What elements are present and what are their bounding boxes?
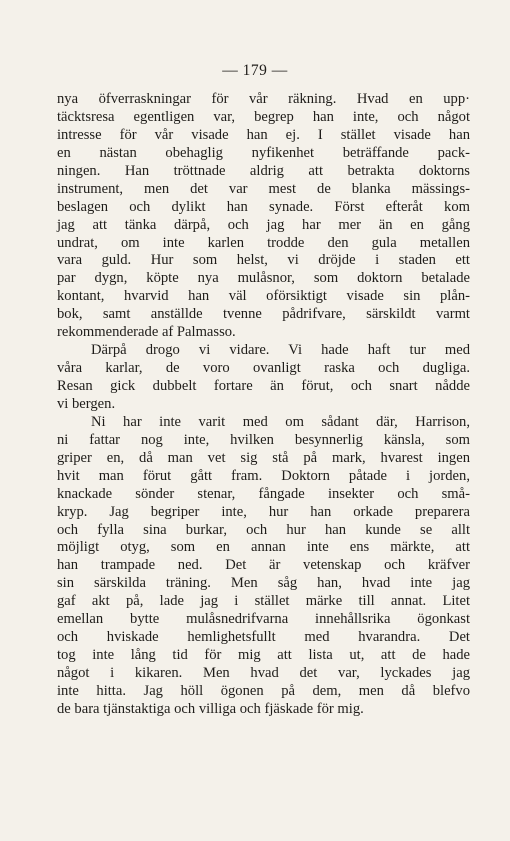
- text-line: hvit man förut gått fram. Doktorn påtade i jorden,: [57, 467, 470, 484]
- page-number: — 179 —: [222, 62, 288, 79]
- text-line: och hviskade hemlighetsfullt med hvarandra. Det: [57, 629, 470, 646]
- text-line: undrat, om inte karlen trodde den gula metallen: [57, 234, 470, 251]
- text-line: gaf akt på, lade jag i stället märke till annat. Litet: [57, 593, 470, 610]
- text-line: sin särskilda träning. Men såg han, hvad inte jag: [57, 575, 470, 592]
- text-line: han trampade ned. Det är vetenskap och kräfver: [57, 557, 470, 574]
- text-line: Därpå drogo vi vidare. Vi hade haft tur med: [91, 342, 470, 359]
- text-line: rekommenderade af Palmasso.: [57, 324, 236, 341]
- text-line: inte hitta. Jag höll ögonen på dem, men då blefvo: [57, 682, 470, 699]
- text-line: kontant, hvarvid han väl oförsiktigt visade sin plån-: [57, 288, 470, 305]
- text-line: vi bergen.: [57, 395, 116, 412]
- text-line: griper en, då man vet sig stå på mark, hvarest ingen: [57, 449, 470, 466]
- text-line: bok, samt anställde tvenne pådrifvare, särskildt varmt: [57, 306, 470, 323]
- text-line: intresse för vår visade han ej. I stället visade han: [57, 126, 470, 143]
- text-line: möjligt otyg, som en annan inte ens märkte, att: [57, 539, 470, 556]
- text-line: kryp. Jag begriper inte, hur han orkade preparera: [57, 503, 470, 520]
- text-line: en nästan obehaglig nyfikenhet beträffande pack-: [57, 144, 470, 161]
- text-line: våra karlar, de voro ovanligt raska och dugliga.: [57, 360, 470, 377]
- text-line: tog inte lång tid för mig att lista ut, att de hade: [57, 647, 470, 664]
- text-line: ningen. Han tröttnade aldrig att betrakta doktorns: [57, 162, 470, 179]
- text-line: Ni har inte varit med om sådant där, Harrison,: [91, 413, 470, 430]
- text-line: vara guld. Hur som helst, vi dröjde i staden ett: [57, 252, 470, 269]
- text-line: något i kikaren. Men hvad det var, lyckades jag: [57, 665, 470, 681]
- text-line: täcktsresa egentligen var, begrep han inte, och något: [57, 108, 470, 125]
- text-line: par dygn, köpte nya mulåsnor, som doktorn betalade: [57, 270, 470, 287]
- text-line: knackade sönder stenar, fångade insekter och små-: [57, 485, 470, 502]
- text-line: nya öfverraskningar för vår räkning. Hvad en upp·: [57, 91, 470, 107]
- text-line: jag att tänka därpå, och jag har mer än en gång: [57, 216, 470, 233]
- text-line: emellan bytte mulåsnedrifvarna innehållsrika ögonkast: [57, 611, 470, 628]
- text-line: Resan gick dubbelt fortare än förut, och snart nådde: [57, 378, 470, 394]
- body-text: [57, 91, 470, 719]
- text-line: beslagen och dylikt han synade. Först efteråt kom: [57, 198, 470, 215]
- text-line: de bara tjänstaktiga och villiga och fjäskade för mig.: [57, 700, 364, 717]
- text-line: och fylla sina burkar, och hur han kunde se allt: [57, 521, 470, 538]
- text-line: ni fattar nog inte, hvilken besynnerlig känsla, som: [57, 431, 470, 448]
- text-line: instrument, men det var mest de blanka mässings-: [57, 180, 470, 197]
